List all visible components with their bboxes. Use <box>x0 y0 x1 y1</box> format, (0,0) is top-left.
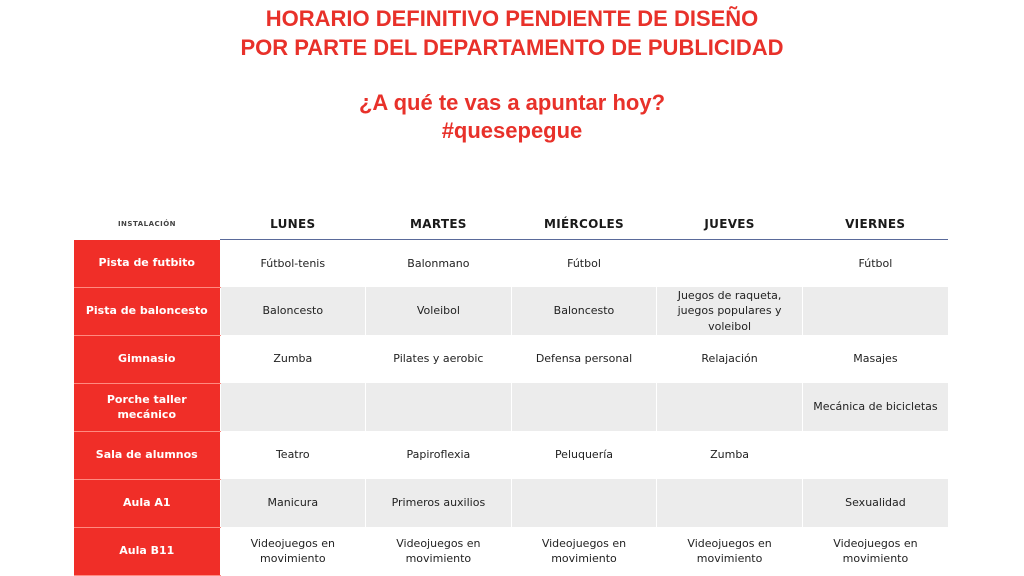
activity-cell-thursday <box>657 383 803 431</box>
installation-cell: Aula A1 <box>74 479 220 527</box>
installation-cell: Sala de alumnos <box>74 431 220 479</box>
activity-cell-monday: Manicura <box>220 479 366 527</box>
activity-cell-friday <box>802 431 948 479</box>
activity-cell-tuesday: Primeros auxilios <box>366 479 512 527</box>
activity-cell-thursday: Juegos de raqueta, juegos populares y voleibol <box>657 287 803 335</box>
activity-cell-monday: Baloncesto <box>220 287 366 335</box>
activity-cell-wednesday: Defensa personal <box>511 335 657 383</box>
installation-cell: Gimnasio <box>74 335 220 383</box>
activity-cell-monday: Fútbol-tenis <box>220 240 366 288</box>
activity-cell-monday: Videojuegos en movimiento <box>220 527 366 575</box>
table-row <box>74 479 948 527</box>
activity-cell-monday <box>220 383 366 431</box>
table-row <box>74 240 948 288</box>
table-row <box>74 335 948 383</box>
activity-cell-wednesday <box>511 383 657 431</box>
installation-cell: Porche taller mecánico <box>74 383 220 431</box>
activity-cell-tuesday: Videojuegos en movimiento <box>366 527 512 575</box>
header-row <box>74 208 948 240</box>
installation-cell: Pista de baloncesto <box>74 287 220 335</box>
activity-cell-wednesday <box>511 479 657 527</box>
table-row <box>74 383 948 431</box>
activity-cell-wednesday: Fútbol <box>511 240 657 288</box>
activity-cell-thursday: Zumba <box>657 431 803 479</box>
installation-cell: Aula B11 <box>74 527 220 575</box>
installation-column-header: INSTALACIÓN <box>117 219 177 228</box>
day-header-thursday: JUEVES <box>657 208 803 240</box>
activity-cell-friday <box>802 287 948 335</box>
day-header-tuesday: MARTES <box>366 208 512 240</box>
activity-cell-wednesday: Baloncesto <box>511 287 657 335</box>
activity-cell-monday: Teatro <box>220 431 366 479</box>
activity-cell-tuesday: Voleibol <box>366 287 512 335</box>
installation-cell: Pista de futbito <box>74 240 220 288</box>
activity-cell-thursday <box>657 479 803 527</box>
day-header-wednesday: MIÉRCOLES <box>511 208 657 240</box>
table-row <box>74 431 948 479</box>
activity-cell-thursday <box>657 240 803 288</box>
schedule-table <box>74 208 948 576</box>
day-header-monday: LUNES <box>220 208 366 240</box>
activity-cell-wednesday: Peluquería <box>511 431 657 479</box>
activity-cell-friday: Videojuegos en movimiento <box>802 527 948 575</box>
activity-cell-tuesday <box>366 383 512 431</box>
hashtag-text: #quesepegue <box>441 118 583 143</box>
table-row <box>74 287 948 335</box>
activity-cell-tuesday: Papiroflexia <box>366 431 512 479</box>
title-line-2: POR PARTE DEL DEPARTAMENTO DE PUBLICIDAD <box>240 35 784 60</box>
activity-cell-thursday: Relajación <box>657 335 803 383</box>
activity-cell-friday: Mecánica de bicicletas <box>802 383 948 431</box>
activity-cell-friday: Masajes <box>802 335 948 383</box>
activity-cell-tuesday: Balonmano <box>366 240 512 288</box>
activity-cell-friday: Fútbol <box>802 240 948 288</box>
activity-cell-friday: Sexualidad <box>802 479 948 527</box>
title-line-1: HORARIO DEFINITIVO PENDIENTE DE DISEÑO <box>265 6 759 31</box>
activity-cell-thursday: Videojuegos en movimiento <box>657 527 803 575</box>
table-row <box>74 527 948 575</box>
activity-cell-monday: Zumba <box>220 335 366 383</box>
day-header-friday: VIERNES <box>802 208 948 240</box>
activity-cell-tuesday: Pilates y aerobic <box>366 335 512 383</box>
activity-cell-wednesday: Videojuegos en movimiento <box>511 527 657 575</box>
question-text: ¿A qué te vas a apuntar hoy? <box>358 90 666 115</box>
